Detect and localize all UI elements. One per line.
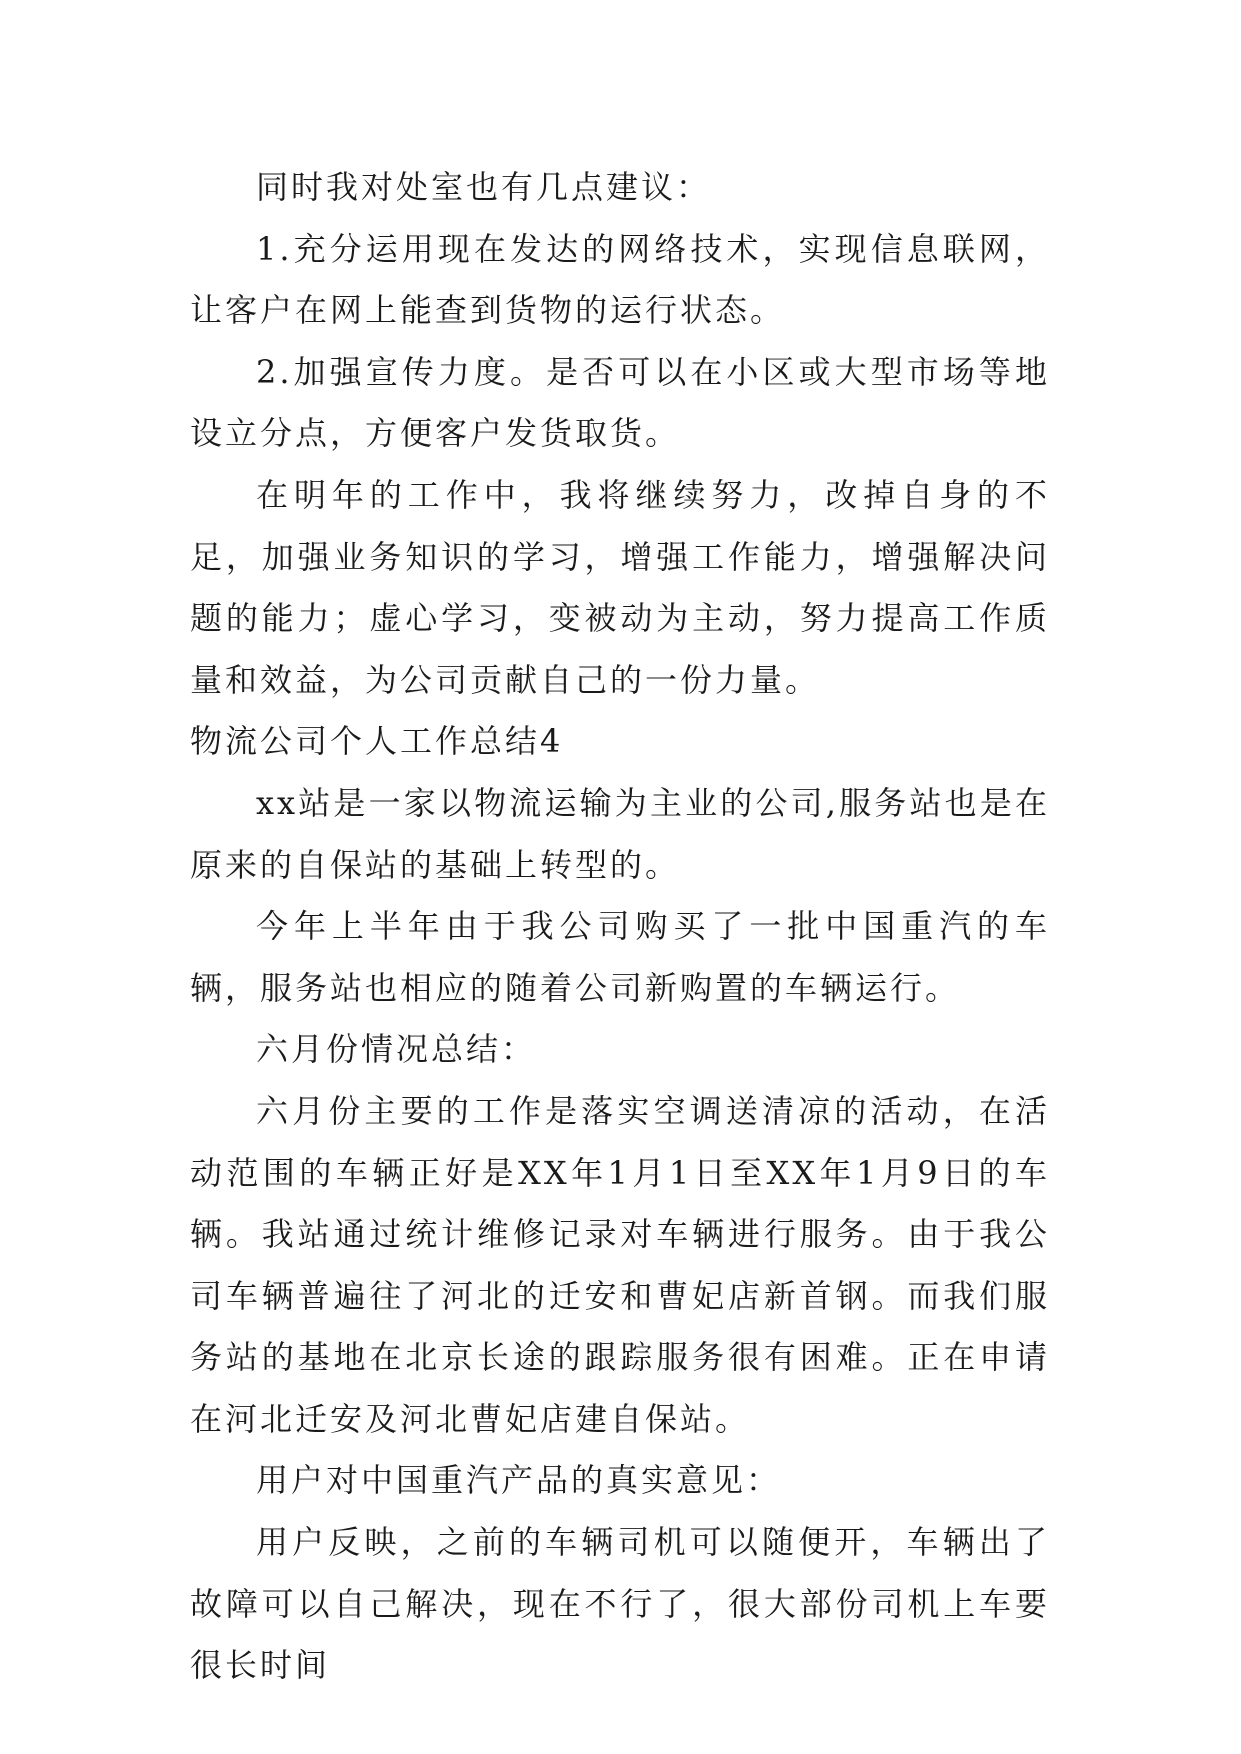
paragraph-suggestions-intro: 同时我对处室也有几点建议： [256,168,712,206]
paragraph-user-feedback-heading: 用户对中国重汽产品的真实意见： [256,1461,782,1500]
paragraph-user-feedback: 用户反映，之前的车辆司机可以随便开，车辆出了故障可以自己解决，现在不行了，很大部份司机上车要很长时间 [190,1523,1050,1685]
paragraph-june-summary-heading: 六月份情况总结： [256,1030,537,1069]
paragraph-suggestion-2: 2.加强宣传力度。是否可以在小区或大型市场等地设立分点，方便客户发货取货。 [190,352,1050,453]
paragraph-june-summary: 六月份主要的工作是落实空调送清凉的活动，在活动范围的车辆正好是XX年1月1日至XX年1月9日的车辆。我站通过统计维修记录对车辆进行服务。由于我公司车辆普遍往了河北的迁安和曹妃店新首钢。而我们服务站的基地在北京长途的跟踪服务很有困难。正在申请在河北迁安及河北曹妃店建自保站。 [190,1091,1050,1438]
paragraph-suggestion-1: 1.充分运用现在发达的网络技术，实现信息联网，让客户在网上能查到货物的运行状态。 [190,229,1050,330]
paragraph-company-intro: xx站是一家以物流运输为主业的公司,服务站也是在原来的自保站的基础上转型的。 [190,783,1050,884]
paragraph-next-year-plan: 在明年的工作中，我将继续努力，改掉自身的不足，加强业务知识的学习，增强工作能力，增强解决问题的能力；虚心学习，变被动为主动，努力提高工作质量和效益，为公司贡献自己的一份力量。 [190,475,1050,699]
section-title: 物流公司个人工作总结4 [190,722,564,761]
document-body [190,157,1050,1697]
paragraph-vehicle-purchase: 今年上半年由于我公司购买了一批中国重汽的车辆，服务站也相应的随着公司新购置的车辆运行。 [190,907,1050,1007]
